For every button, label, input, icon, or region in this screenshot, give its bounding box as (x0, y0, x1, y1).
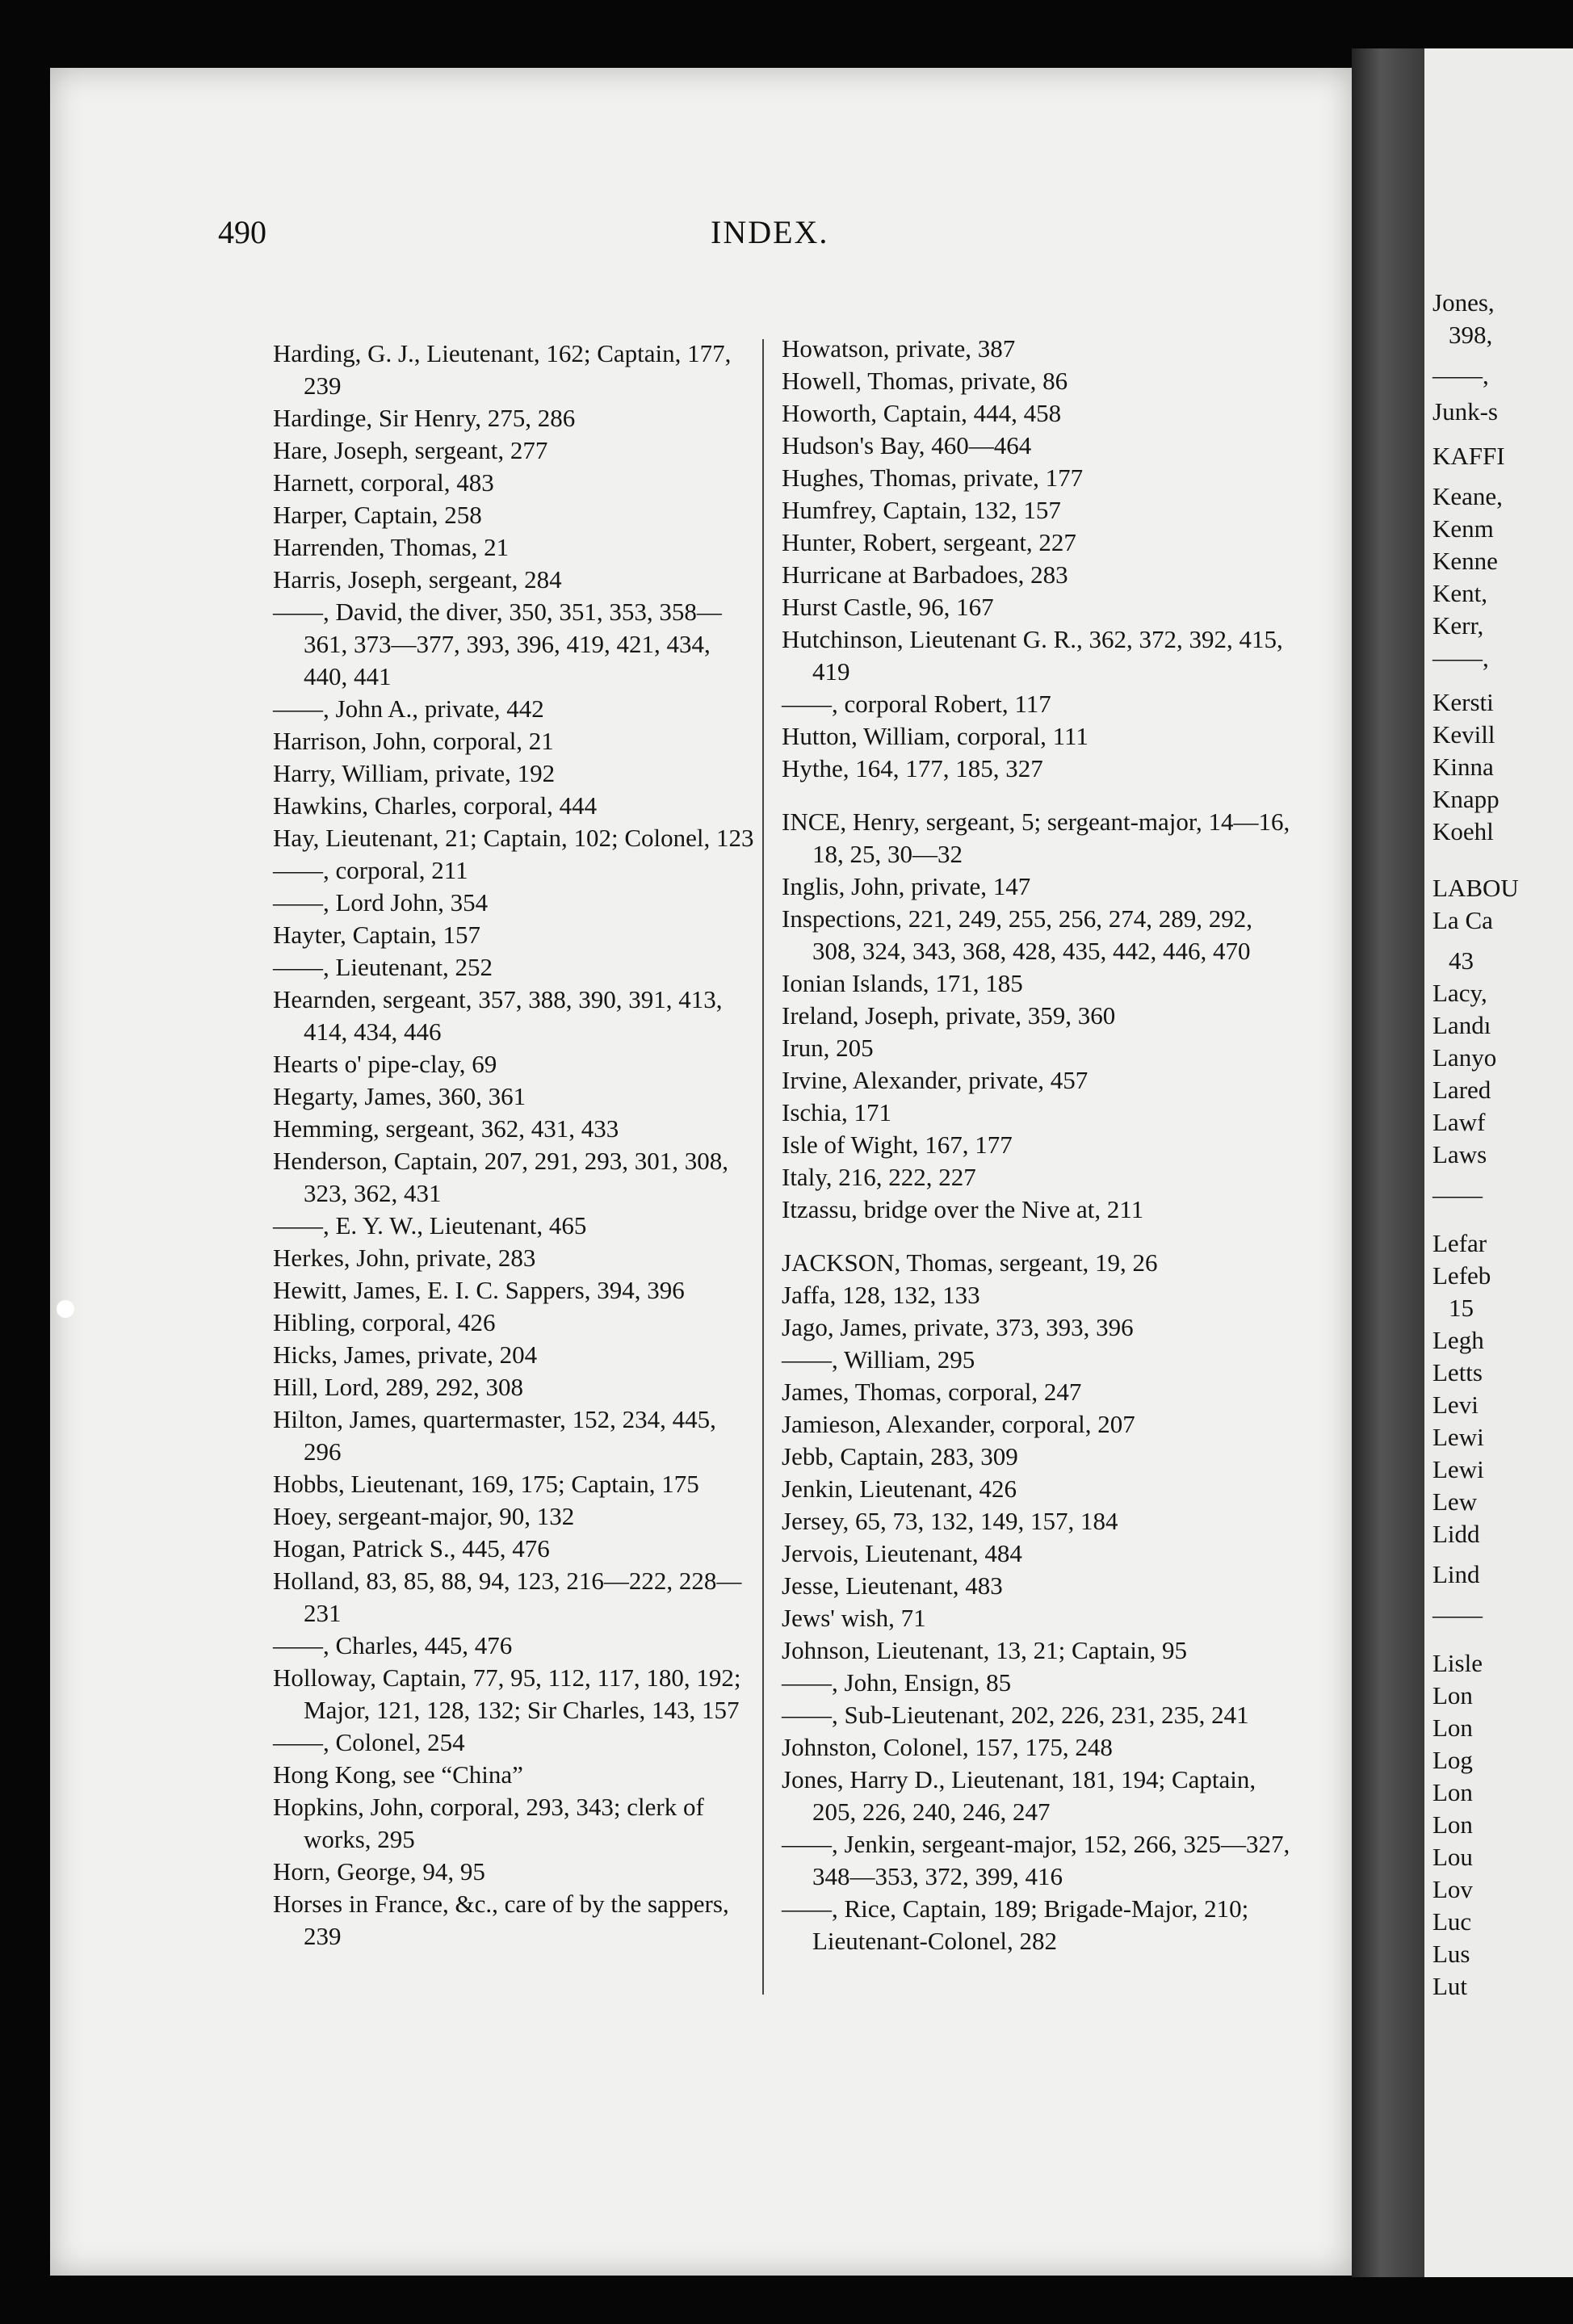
next-page-fragment: Kinna (1432, 753, 1494, 781)
index-entry: Irun, 205 (782, 1034, 874, 1062)
index-entry: Harris, Joseph, sergeant, 284 (273, 565, 562, 594)
next-page-fragment: Lawf (1432, 1108, 1486, 1136)
index-entry: ——, Jenkin, sergeant-major, 152, 266, 325—327, 348—353, 372, 399, 416 (782, 1830, 1290, 1890)
next-page-fragment: Kevill (1432, 720, 1495, 749)
index-entry: Hurricane at Barbadoes, 283 (782, 560, 1068, 589)
index-entry: Harnett, corporal, 483 (273, 468, 494, 497)
index-entry: ——, Lord John, 354 (273, 888, 489, 917)
index-entry: Howorth, Captain, 444, 458 (782, 399, 1062, 427)
next-page-fragment: Laws (1432, 1140, 1487, 1168)
next-page-fragment: Knapp (1432, 785, 1500, 813)
next-page-edge (1424, 48, 1573, 2277)
index-entry: Johnston, Colonel, 157, 175, 248 (782, 1733, 1113, 1761)
next-page-fragment: Kent, (1432, 579, 1488, 607)
index-entry: Hardinge, Sir Henry, 275, 286 (273, 404, 576, 432)
index-entry: Jews' wish, 71 (782, 1604, 926, 1632)
next-page-fragment: Kerr, (1432, 611, 1484, 640)
book-gutter (1352, 48, 1424, 2277)
next-page-fragment: Lut (1432, 1972, 1468, 2000)
next-page-fragment: Jones, (1432, 288, 1495, 317)
index-entry: Howatson, private, 387 (782, 334, 1016, 363)
next-page-fragment: Log (1432, 1746, 1473, 1774)
index-entry: Hicks, James, private, 204 (273, 1340, 538, 1369)
next-page-fragment: —— (1432, 1181, 1483, 1209)
next-page-fragment: —— (1432, 1600, 1483, 1629)
next-page-fragment: Lidd (1432, 1520, 1480, 1548)
index-entry: Hudson's Bay, 460—464 (782, 431, 1032, 459)
index-entry: INCE, Henry, sergeant, 5; sergeant-major, 14—16, 18, 25, 30—32 (782, 808, 1290, 868)
index-entry: Irvine, Alexander, private, 457 (782, 1066, 1089, 1094)
index-entry: Harry, William, private, 192 (273, 759, 556, 787)
index-entry: Jenkin, Lieutenant, 426 (782, 1475, 1017, 1503)
index-entry: Hilton, James, quartermaster, 152, 234, 445, 296 (273, 1405, 716, 1466)
next-page-fragment: Lewi (1432, 1423, 1484, 1451)
next-page-fragment: KAFFI (1432, 442, 1505, 470)
index-entry: Inspections, 221, 249, 255, 256, 274, 289, 292, 308, 324, 343, 368, 428, 435, 442, 446, 470 (782, 904, 1252, 965)
next-page-fragment: Luc (1432, 1907, 1472, 1936)
index-entry: Jesse, Lieutenant, 483 (782, 1571, 1003, 1600)
index-entry: Jones, Harry D., Lieutenant, 181, 194; Captain, 205, 226, 240, 246, 247 (782, 1765, 1256, 1826)
index-entry: Jamieson, Alexander, corporal, 207 (782, 1410, 1135, 1438)
index-column-right (782, 333, 1298, 1957)
index-entry: Hay, Lieutenant, 21; Captain, 102; Colonel, 123 (273, 824, 754, 852)
next-page-fragment: Lisle (1432, 1649, 1483, 1677)
next-page-fragment: La Ca (1432, 906, 1493, 934)
page-title: INDEX. (711, 214, 829, 250)
index-entry: James, Thomas, corporal, 247 (782, 1378, 1082, 1406)
next-page-fragment: 15 (1449, 1294, 1474, 1322)
index-entry: ——, corporal, 211 (273, 856, 468, 884)
index-entry: Hearts o' pipe-clay, 69 (273, 1050, 497, 1078)
index-entry: Hythe, 164, 177, 185, 327 (782, 754, 1043, 782)
index-entry: Harrison, John, corporal, 21 (273, 727, 554, 755)
next-page-fragment: Lefar (1432, 1229, 1487, 1257)
next-page-fragment: Lared (1432, 1076, 1491, 1104)
index-entry: ——, Sub-Lieutenant, 202, 226, 231, 235, 241 (782, 1701, 1249, 1729)
index-entry: ——, David, the diver, 350, 351, 353, 358—361, 373—377, 393, 396, 419, 421, 434, 440, 441 (273, 598, 722, 690)
index-entry: Hearnden, sergeant, 357, 388, 390, 391, 413, 414, 434, 446 (273, 985, 723, 1046)
section-gap (782, 1226, 1298, 1247)
index-entry: Harrenden, Thomas, 21 (273, 533, 510, 561)
index-entry: Horn, George, 94, 95 (273, 1857, 485, 1886)
index-entry: Hawkins, Charles, corporal, 444 (273, 791, 598, 820)
index-entry: ——, Rice, Captain, 189; Brigade-Major, 210; Lieutenant-Colonel, 282 (782, 1894, 1249, 1955)
next-page-fragment: 398, (1449, 321, 1493, 349)
index-entry: Hill, Lord, 289, 292, 308 (273, 1373, 523, 1401)
next-page-fragment: Koehl (1432, 817, 1494, 845)
index-entry: ——, E. Y. W., Lieutenant, 465 (273, 1211, 587, 1240)
index-entry: Hoey, sergeant-major, 90, 132 (273, 1502, 575, 1530)
index-entry: Hong Kong, see “China” (273, 1760, 523, 1789)
next-page-fragment: Lind (1432, 1560, 1480, 1588)
index-entry: Hemming, sergeant, 362, 431, 433 (273, 1114, 619, 1143)
index-entry: Jago, James, private, 373, 393, 396 (782, 1313, 1134, 1341)
column-divider (762, 339, 764, 1995)
index-entry: Hibling, corporal, 426 (273, 1308, 496, 1336)
index-entry: ——, John, Ensign, 85 (782, 1668, 1012, 1697)
next-page-fragment: Lon (1432, 1714, 1473, 1742)
index-entry: ——, John A., private, 442 (273, 694, 544, 723)
index-entry: Itzassu, bridge over the Nive at, 211 (782, 1195, 1144, 1223)
index-entry: Italy, 216, 222, 227 (782, 1163, 976, 1191)
index-entry: Jervois, Lieutenant, 484 (782, 1539, 1022, 1567)
next-page-fragment: Lewi (1432, 1455, 1484, 1483)
next-page-fragment: ——, (1432, 361, 1489, 389)
index-entry: ——, Charles, 445, 476 (273, 1631, 513, 1659)
index-entry: Inglis, John, private, 147 (782, 872, 1031, 900)
next-page-fragment: Landı (1432, 1011, 1491, 1039)
index-entry: Howell, Thomas, private, 86 (782, 367, 1068, 395)
index-entry: Hutton, William, corporal, 111 (782, 722, 1089, 750)
index-entry: Hopkins, John, corporal, 293, 343; clerk of works, 295 (273, 1793, 704, 1853)
page-number: 490 (218, 214, 266, 250)
next-page-fragment: Lew (1432, 1487, 1478, 1516)
next-page-fragment: Kenne (1432, 547, 1498, 575)
next-page-fragment: Lon (1432, 1778, 1473, 1806)
index-column-left (273, 338, 757, 1953)
next-page-fragment: Keane, (1432, 482, 1503, 510)
index-entry: Hunter, Robert, sergeant, 227 (782, 528, 1076, 556)
index-entry: Ionian Islands, 171, 185 (782, 969, 1023, 997)
next-page-fragment: Lon (1432, 1810, 1473, 1839)
index-entry: Hegarty, James, 360, 361 (273, 1082, 526, 1110)
paper-spot (57, 1300, 74, 1318)
index-entry: Ireland, Joseph, private, 359, 360 (782, 1001, 1116, 1030)
index-entry: ——, corporal Robert, 117 (782, 690, 1051, 718)
index-entry: Humfrey, Captain, 132, 157 (782, 496, 1061, 524)
index-entry: Hayter, Captain, 157 (273, 921, 481, 949)
index-entry: Herkes, John, private, 283 (273, 1244, 536, 1272)
next-page-fragment: Levi (1432, 1391, 1479, 1419)
index-entry: Hare, Joseph, sergeant, 277 (273, 436, 548, 464)
section-gap (782, 785, 1298, 806)
index-entry: Isle of Wight, 167, 177 (782, 1131, 1013, 1159)
next-page-fragment: Lacy, (1432, 979, 1487, 1007)
index-entry: Holloway, Captain, 77, 95, 112, 117, 180, 192; Major, 121, 128, 132; Sir Charles, 143, 157 (273, 1663, 741, 1724)
index-entry: ——, Colonel, 254 (273, 1728, 465, 1756)
index-entry: Holland, 83, 85, 88, 94, 123, 216—222, 228—231 (273, 1567, 742, 1627)
index-entry: Jebb, Captain, 283, 309 (782, 1442, 1018, 1470)
next-page-fragment: Letts (1432, 1358, 1483, 1386)
next-page-fragment: ——, (1432, 644, 1489, 672)
index-entry: Horses in France, &c., care of by the sappers, 239 (273, 1890, 729, 1950)
index-entry: JACKSON, Thomas, sergeant, 19, 26 (782, 1248, 1158, 1277)
index-entry: Hutchinson, Lieutenant G. R., 362, 372, 392, 415, 419 (782, 625, 1283, 686)
next-page-fragment: Kenm (1432, 514, 1494, 543)
index-entry: Hewitt, James, E. I. C. Sappers, 394, 396 (273, 1276, 685, 1304)
index-entry: Hobbs, Lieutenant, 169, 175; Captain, 175 (273, 1470, 699, 1498)
index-entry: Harding, G. J., Lieutenant, 162; Captain, 177, 239 (273, 339, 732, 400)
next-page-fragment: Junk-s (1432, 397, 1498, 426)
next-page-fragment: Lanyo (1432, 1043, 1497, 1072)
index-entry: ——, Lieutenant, 252 (273, 953, 493, 981)
next-page-fragment: Lov (1432, 1875, 1473, 1903)
next-page-fragment: LABOU (1432, 874, 1519, 902)
index-entry: Hogan, Patrick S., 445, 476 (273, 1534, 550, 1563)
index-entry: ——, William, 295 (782, 1345, 975, 1374)
index-entry: Ischia, 171 (782, 1098, 892, 1126)
index-entry: Jaffa, 128, 132, 133 (782, 1281, 980, 1309)
index-entry: Jersey, 65, 73, 132, 149, 157, 184 (782, 1507, 1118, 1535)
next-page-fragment: Lou (1432, 1843, 1473, 1871)
index-entry: Henderson, Captain, 207, 291, 293, 301, 308, 323, 362, 431 (273, 1147, 728, 1207)
index-entry: Hughes, Thomas, private, 177 (782, 464, 1084, 492)
index-entry: Johnson, Lieutenant, 13, 21; Captain, 95 (782, 1636, 1187, 1664)
index-entry: Hurst Castle, 96, 167 (782, 593, 994, 621)
next-page-fragment: Legh (1432, 1326, 1484, 1354)
next-page-fragment: Kersti (1432, 688, 1494, 716)
next-page-fragment: Lefeb (1432, 1261, 1491, 1290)
index-entry: Harper, Captain, 258 (273, 501, 482, 529)
next-page-fragment: Lon (1432, 1681, 1473, 1709)
next-page-fragment: 43 (1449, 946, 1474, 975)
next-page-fragment: Lus (1432, 1940, 1470, 1968)
